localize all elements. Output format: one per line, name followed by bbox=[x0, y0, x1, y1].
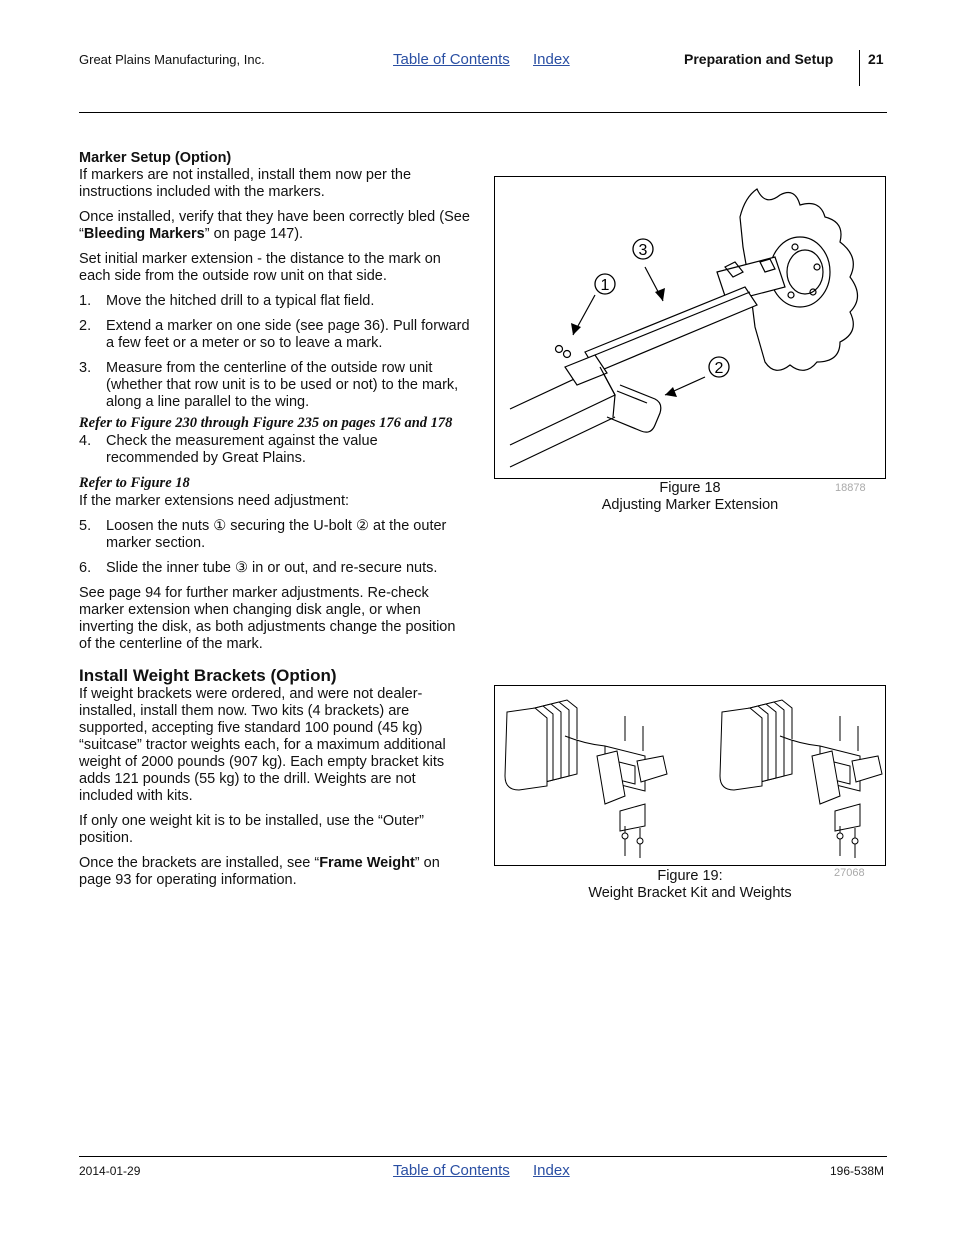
company-name: Great Plains Manufacturing, Inc. bbox=[79, 52, 265, 67]
figure-19-frame bbox=[494, 685, 886, 866]
marker-heading: Marker Setup (Option) bbox=[79, 150, 232, 166]
step-1: 1. Move the hitched drill to a typical flat field. bbox=[79, 293, 375, 309]
weight-p3: Once the brackets are installed, see “Frame Weight” on page 93 for operating information. bbox=[79, 855, 440, 888]
weight-p1: If weight brackets were ordered, and were not dealer-installed, install them now. Two kits (4 brackets) are supported, accepting five standard 100 pound (45 kg) “suitcase” tractor weights each, for a maximum additional weight of 2000 pounds (907 kg). Each empty bracket kits adds 121 pounds (55 kg) to the drill. Weights are not included with kits. bbox=[79, 686, 446, 804]
step-5: 5. Loosen the nuts ① securing the U-bolt ② at the outer marker section. bbox=[79, 518, 447, 551]
figure-19-number: 27068 bbox=[834, 867, 865, 879]
weight-p2: If only one weight kit is to be installed, use the “Outer” position. bbox=[79, 813, 424, 846]
figure-ref-230: Refer to Figure 230 through Figure 235 on pages 176 and 178 bbox=[79, 415, 453, 431]
marker-p2: Once installed, verify that they have been correctly bled (See “Bleeding Markers” on page 147). bbox=[79, 209, 470, 242]
callout-3: 3 bbox=[638, 242, 648, 259]
footer-date: 2014-01-29 bbox=[79, 1164, 141, 1178]
left-column bbox=[79, 150, 471, 897]
header-rule bbox=[79, 112, 887, 113]
bleeding-markers-ref: Bleeding Markers bbox=[83, 226, 205, 242]
weight-heading: Install Weight Brackets (Option) bbox=[79, 666, 337, 685]
footer-rule bbox=[79, 1156, 887, 1157]
footer-doc-number: 196-538M bbox=[830, 1164, 885, 1178]
marker-p1: If markers are not installed, install them now per the instructions included with the markers. bbox=[79, 167, 412, 200]
figure-18-frame bbox=[494, 176, 886, 479]
figure-ref-18: Refer to Figure 18 bbox=[79, 475, 190, 491]
marker-p3: Set initial marker extension - the distance to the mark on each side from the outside row unit on that side. bbox=[79, 251, 441, 284]
index-link-header[interactable]: Index bbox=[533, 51, 570, 68]
marker-extension-illustration bbox=[495, 177, 885, 478]
header-divider bbox=[859, 50, 860, 86]
step-3: 3. Measure from the centerline of the outside row unit (whether that row unit is to be used or not) to the mark, along a line parallel to the wing. bbox=[79, 360, 459, 410]
section-title: Preparation and Setup bbox=[684, 51, 834, 67]
frame-weight-ref: Frame Weight bbox=[319, 855, 415, 871]
figure-18-number: 18878 bbox=[835, 482, 866, 494]
callout-2: 2 bbox=[714, 360, 724, 377]
marker-p5: See page 94 for further marker adjustments. Re-check marker extension when changing disk angle, or when inverting the disk, as both adjustments change the position of the centerline of the mark. bbox=[79, 585, 456, 652]
toc-link-footer[interactable]: Table of Contents bbox=[393, 1162, 510, 1179]
weight-bracket-illustration bbox=[495, 686, 885, 865]
step-4: 4. Check the measurement against the value recommended by Great Plains. bbox=[79, 433, 378, 466]
toc-link-header[interactable]: Table of Contents bbox=[393, 51, 510, 68]
step-2: 2. Extend a marker on one side (see page 36). Pull forward a few feet or a meter or so to leave a mark. bbox=[79, 318, 470, 351]
index-link-footer[interactable]: Index bbox=[533, 1162, 570, 1179]
step-6: 6. Slide the inner tube ③ in or out, and re-secure nuts. bbox=[79, 560, 438, 576]
callout-1: 1 bbox=[600, 277, 610, 294]
marker-p4: If the marker extensions need adjustment: bbox=[79, 493, 350, 509]
figure-19-caption: Figure 19: Weight Bracket Kit and Weights bbox=[588, 868, 792, 901]
figure-18-caption: Figure 18 Adjusting Marker Extension bbox=[601, 480, 779, 513]
page-number: 21 bbox=[868, 51, 884, 67]
